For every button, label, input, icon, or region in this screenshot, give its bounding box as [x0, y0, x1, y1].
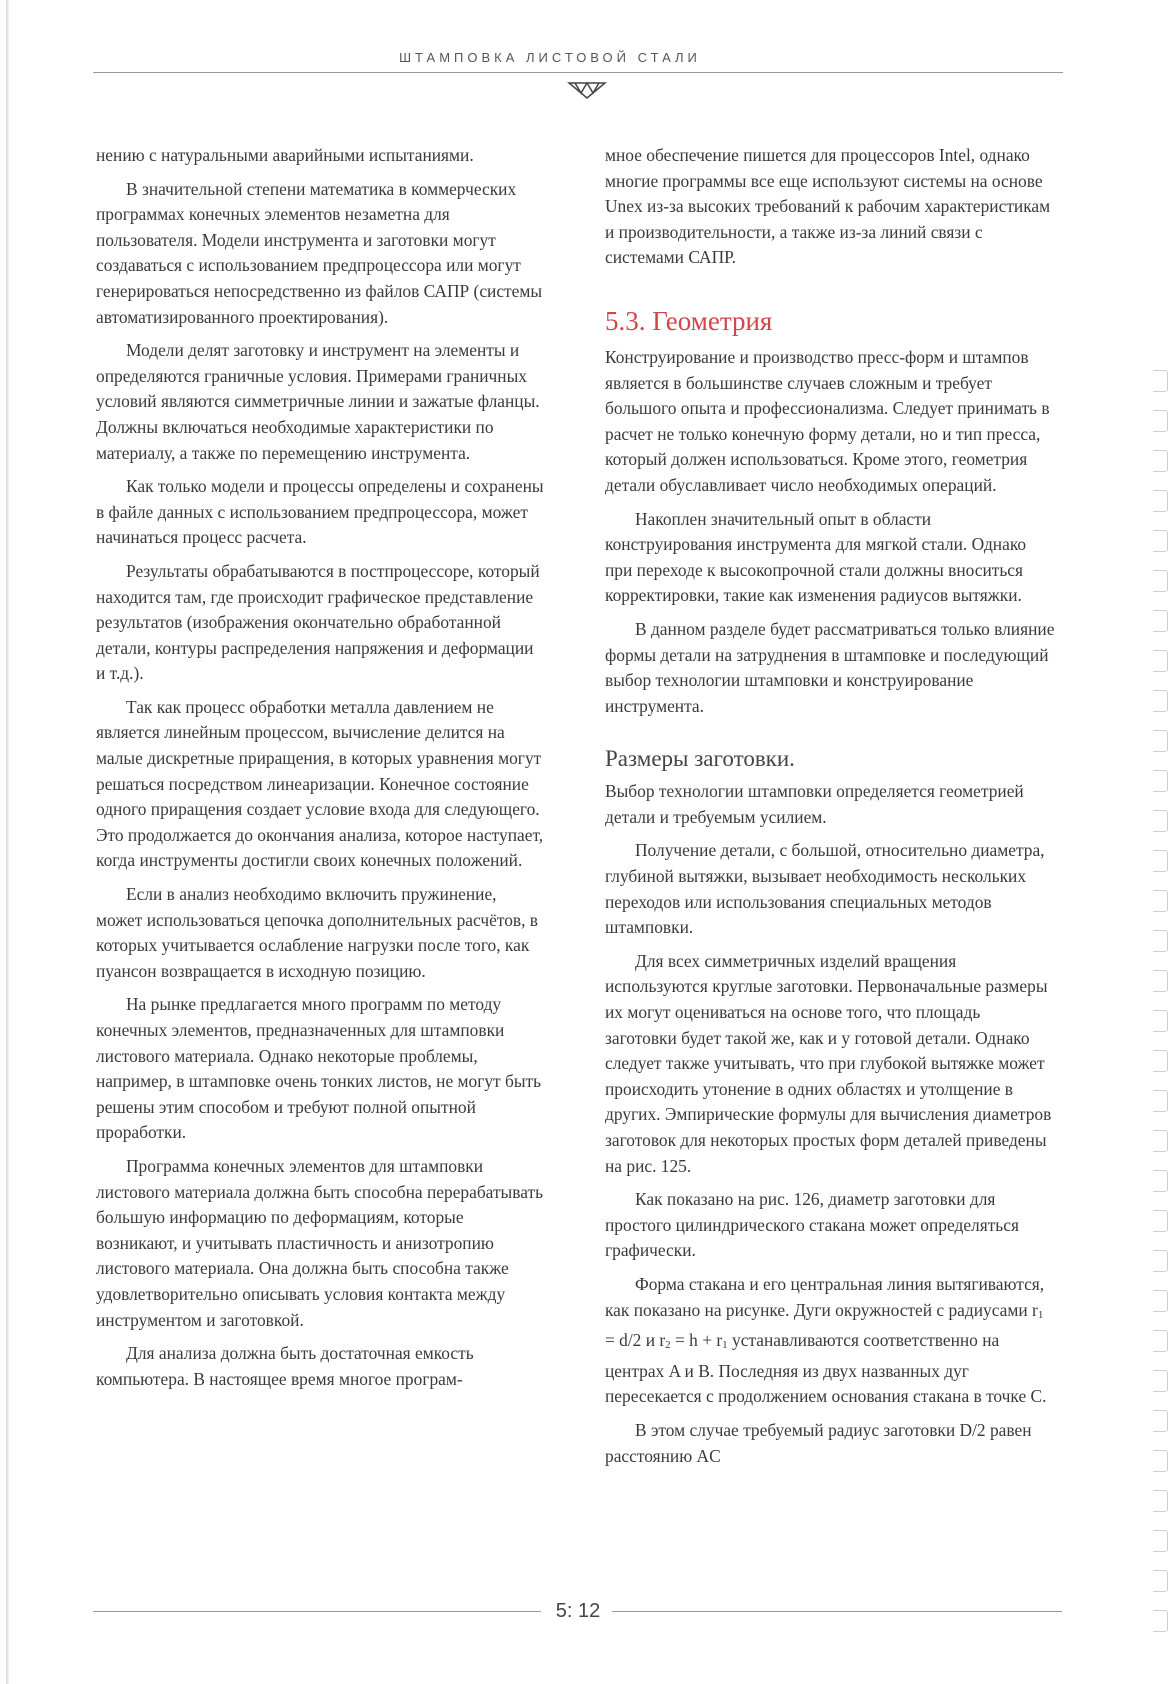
binding-ring [1153, 450, 1168, 472]
binding-ring [1153, 1410, 1168, 1432]
text-run: = d/2 и r [605, 1330, 666, 1351]
binding-ring [1153, 1290, 1168, 1312]
binding-ring [1153, 770, 1168, 792]
paragraph: Как показано на рис. 126, диаметр заготовки для простого цилиндрического стакана может определяться графически. [605, 1189, 1019, 1261]
binding-ring [1153, 1330, 1168, 1352]
binding-ring [1153, 1210, 1168, 1232]
text-run: = h + r [670, 1330, 723, 1351]
paragraph: мное обеспечение пишется для процессоров Intel, однако многие программы все еще используют системы на основе Unex из-за высоких требований к рабочим характеристикам и производительности, а также из-за линий связи с системами САПР. [605, 145, 1051, 268]
paragraph: В этом случае требуемый радиус заготовки D/2 равен расстоянию AC [605, 1419, 1032, 1466]
binding-ring [1153, 850, 1168, 872]
paragraph: нению с натуральными аварийными испытаниями. [96, 145, 474, 165]
paragraph: Выбор технологии штамповки определяется геометрией детали и требуемым усилием. [605, 781, 1024, 827]
section-title: 5.3. Геометрия [605, 305, 773, 336]
paragraph: Накоплен значительный опыт в области конструирования инструмента для мягкой стали. Однако при переходе к высокопрочной стали должны вноситься корректировки, такие как изменения радиусов вытяжки. [605, 508, 1027, 606]
binding-ring [1153, 1090, 1168, 1112]
paragraph: Если в анализ необходимо включить пружинение, может использоваться цепочка дополнительных расчётов, в которых учитывается ослабление нагрузки после того, как пуансон возвращается в исходную позицию. [96, 884, 539, 981]
subsection-title: Размеры заготовки. [605, 746, 795, 772]
paragraph: Так как процесс обработки металла давлением не является линейным процессом, вычисление делится на малые дискретные приращения, в которых уравнения могут решаться посредством линеаризации. Конечное состояние одного приращения создает условие входа для следующего. Это продолжается до окончания анализа, которое наступает, когда инструменты достигли своих конечных положений. [96, 696, 544, 871]
binding-ring [1153, 1010, 1168, 1032]
paragraph: Программа конечных элементов для штамповки листового материала должна быть способна перерабатывать большую информацию по деформациям, которые возникают, и учитывать пластичность и анизотропию листового материала. Она должна быть способна также удовлетворительно описывать условия контакта между инструментом и заготовкой. [96, 1155, 544, 1330]
paragraph: На рынке предлагается много программ по методу конечных элементов, предназначенных для штамповки листового материала. Однако некоторые проблемы, например, в штамповке очень тонких листов, не могут быть решены этим способом и требуют полной опытной проработки. [96, 994, 542, 1143]
right-column [605, 143, 1055, 1477]
subscript: 1 [1037, 1308, 1044, 1321]
paragraph: Для анализа должна быть достаточная емкость компьютера. В настоящее время многое програм- [96, 1343, 474, 1389]
footer-rule [612, 1611, 1062, 1612]
paragraph: Результаты обрабатываются в постпроцессоре, который находится там, где происходит графическое представление результатов (изображения окончательно обработанной детали, контуры распределения напряжения и деформации и т.д.). [96, 560, 540, 684]
binding-ring [1153, 890, 1168, 912]
binding-ring [1153, 1050, 1168, 1072]
binding-ring [1153, 1530, 1168, 1552]
binding-ring [1153, 1250, 1168, 1272]
scan-edge [6, 0, 9, 1684]
binding-ring [1153, 1370, 1168, 1392]
subscript: 1 [722, 1339, 728, 1352]
footer-rule [93, 1611, 541, 1612]
binding-ring [1153, 1610, 1168, 1632]
binding-ring [1153, 370, 1168, 392]
paragraph: Для всех симметричных изделий вращения используются круглые заготовки. Первоначальные размеры их могут оцениваться на основе того, что площадь заготовки будет такой же, как и у готовой детали. Однако следует также учитывать, что при глубокой вытяжке может происходить утонение в одних областях и утолщение в других. Эмпирические формулы для вычисления диаметров заготовок для некоторых простых форм деталей приведены на рис. 125. [605, 950, 1052, 1176]
binding-ring [1153, 490, 1168, 512]
paragraph: Как только модели и процессы определены и сохранены в файле данных с использованием предпроцессора, может начинаться процесс расчета. [96, 476, 544, 548]
binding-ring [1153, 570, 1168, 592]
binding-ring [1153, 690, 1168, 712]
stamp-logo-icon [567, 80, 607, 100]
subscript: 2 [665, 1339, 671, 1352]
paragraph: Конструирование и производство пресс-форм и штампов является в большинстве случаев сложным и требует большого опыта и профессионализма. Следует принимать в расчет не только конечную форму детали, но и тип пресса, который должен использоваться. Кроме этого, геометрия детали обуславливает число необходимых операций. [605, 346, 1050, 495]
binding-ring [1153, 410, 1168, 432]
binding-ring [1153, 730, 1168, 752]
text-run: Форма стакана и его центральная линия вытягиваются, как показано на рисунке. Дуги окружностей с радиусами r [605, 1273, 1045, 1320]
binding-ring [1153, 650, 1168, 672]
binding-ring [1153, 610, 1168, 632]
paragraph: В значительной степени математика в коммерческих программах конечных элементов незаметна для пользователя. Модели инструмента и заготовки могут создаваться с использованием предпроцессора или могут генерироваться непосредственно из файлов САПР (системы автоматизированного проектирования). [96, 178, 543, 327]
binding-ring [1153, 1570, 1168, 1592]
header-rule [93, 72, 1063, 73]
paragraph: Модели делят заготовку и инструмент на элементы и определяются граничные условия. Примерами граничных условий являются симметричные линии и зажатые фланцы. Должны включаться необходимые характеристики по материалу, а также по перемещению инструмента. [96, 340, 540, 463]
binding-ring [1153, 1450, 1168, 1472]
binding-ring [1153, 1130, 1168, 1152]
left-column [96, 143, 546, 1400]
binding-ring [1153, 810, 1168, 832]
paragraph: В данном разделе будет рассматриваться только влияние формы детали на затруднения в штамповке и последующий выбор технологии штамповки и конструирование инструмента. [605, 618, 1055, 716]
binding-ring [1153, 1490, 1168, 1512]
paragraph: Получение детали, с большой, относительно диаметра, глубиной вытяжки, вызывает необходимость нескольких переходов или использования специальных методов штамповки. [605, 840, 1045, 938]
formula-paragraph [605, 1272, 1055, 1410]
binding-spiral [1146, 0, 1172, 1684]
page-number: 5: 12 [555, 1600, 601, 1622]
text-run: устанавливаются соответственно на центрах A и B. Последняя из двух названных дуг пересекается с продолжением основания стакана в точке C. [605, 1330, 1047, 1407]
running-header: ШТАМПОВКА ЛИСТОВОЙ СТАЛИ [399, 50, 701, 65]
binding-ring [1153, 930, 1168, 952]
binding-ring [1153, 970, 1168, 992]
binding-ring [1153, 530, 1168, 552]
binding-ring [1153, 1170, 1168, 1192]
